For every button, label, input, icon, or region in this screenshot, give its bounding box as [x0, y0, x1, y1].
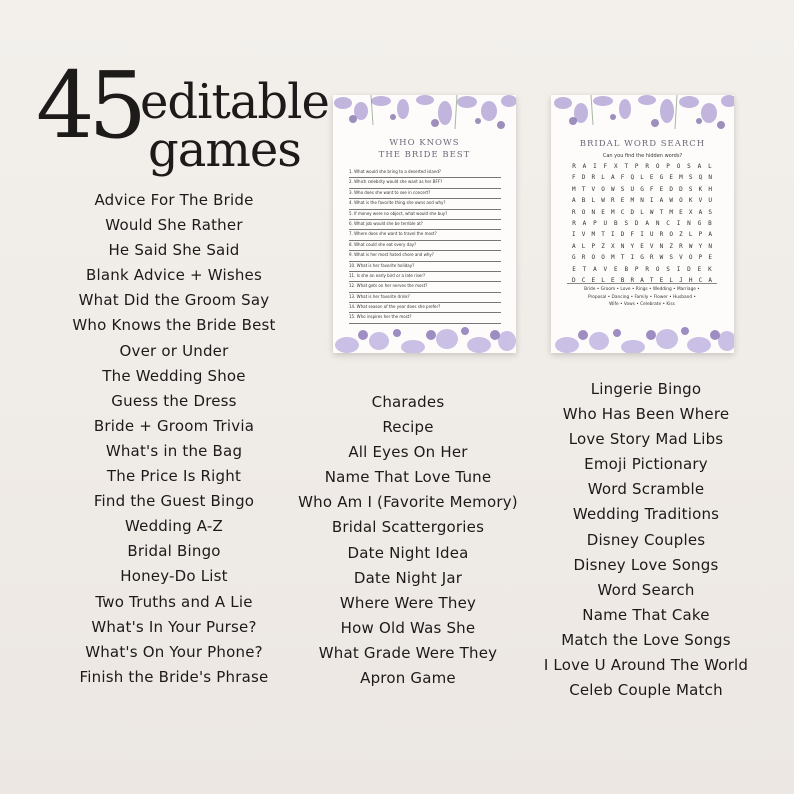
word-search-letter: B	[620, 276, 625, 284]
headline-word-games: games	[148, 122, 301, 178]
game-item: Recipe	[382, 418, 434, 437]
question-item: 6. What job would she be terrible at?	[349, 220, 501, 230]
word-search-letter: H	[688, 276, 693, 284]
word-search-letter: T	[659, 208, 664, 216]
word-search-letter: S	[620, 185, 625, 193]
word-search-letter: A	[708, 231, 712, 239]
word-search-letter: W	[669, 197, 674, 205]
question-item: 3. Who does she want to see in concert?	[349, 189, 501, 199]
word-search-letter: X	[614, 163, 618, 170]
word-search-letter: K	[708, 265, 712, 273]
word-search-letter: V	[591, 185, 596, 193]
word-search-letter: W	[649, 208, 654, 216]
floral-border-top	[551, 95, 734, 137]
headline	[36, 52, 329, 190]
word-search-letter: E	[708, 254, 712, 262]
word-search-letter: P	[634, 163, 639, 170]
word-search-letter: R	[591, 174, 596, 182]
game-item: Disney Couples	[586, 530, 706, 549]
word-search-row	[569, 254, 715, 265]
game-item: Wedding Traditions	[572, 505, 720, 524]
word-search-letter: R	[581, 254, 586, 262]
word-search-letter: E	[601, 208, 605, 216]
word-search-letter: O	[591, 254, 596, 262]
question-item: 10. What is her favorite holiday?	[349, 262, 501, 272]
word-search-letter: E	[649, 174, 654, 182]
question-list	[349, 168, 501, 324]
game-item: Lingerie Bingo	[590, 380, 702, 398]
word-search-letter: W	[610, 185, 615, 193]
word-search-row	[569, 209, 715, 220]
word-search-letter: U	[603, 219, 608, 227]
word-search-letter: I	[593, 163, 597, 170]
word-search-letter: G	[659, 174, 664, 182]
word-search-letter: I	[640, 231, 644, 239]
word-search-letter: R	[649, 254, 654, 262]
game-item: Celeb Couple Match	[569, 681, 723, 700]
word-search-letter: A	[708, 276, 712, 284]
word-search-letter: N	[708, 174, 712, 182]
game-item: Would She Rather	[105, 216, 243, 235]
word-search-letter: G	[697, 219, 702, 227]
word-search-letter: R	[679, 242, 683, 250]
word-search-letter: M	[679, 174, 683, 182]
word-search-letter: D	[581, 174, 586, 182]
word-search-letter: B	[581, 197, 586, 205]
game-item: What's In Your Purse?	[91, 617, 257, 636]
word-search-letter: S	[708, 208, 712, 216]
word-search-letter: O	[676, 163, 681, 170]
word-search-letter: P	[666, 163, 670, 170]
question-item: 15. Who inspires her the most?	[349, 313, 501, 323]
word-search-letter: D	[630, 208, 635, 216]
word-search-letter: D	[634, 219, 639, 227]
word-search-letter: O	[669, 231, 674, 239]
game-item: Bride + Groom Trivia	[93, 416, 255, 435]
word-search-letter: A	[645, 219, 649, 227]
game-item: Advice For The Bride	[94, 191, 254, 209]
word-search-letter: N	[591, 208, 596, 216]
word-search-letter: A	[698, 208, 703, 216]
word-search-letter: O	[655, 265, 660, 273]
word-search-letter: I	[630, 254, 635, 262]
word-search-letter: A	[582, 219, 587, 227]
game-item: Two Truths and A Lie	[95, 592, 253, 611]
word-search-row	[569, 163, 715, 174]
word-search-letter: F	[630, 231, 635, 239]
word-search-letter: V	[581, 231, 586, 239]
word-search-letter: T	[649, 276, 654, 284]
word-search-letter: O	[581, 208, 586, 216]
word-search-letter: D	[669, 185, 674, 193]
word-search-letter: M	[610, 254, 615, 262]
word-search-letter: M	[591, 231, 596, 239]
floral-border-bottom	[551, 305, 734, 353]
game-item: Charades	[371, 393, 445, 411]
word-search-row	[569, 266, 715, 277]
word-search-letter: C	[620, 208, 625, 216]
game-item: Word Scramble	[587, 480, 705, 499]
word-search-letter: Z	[601, 242, 605, 250]
floral-border-top	[333, 95, 516, 137]
word-search-letter: P	[593, 219, 597, 227]
word-search-letter: E	[679, 208, 683, 216]
word-search-letter: D	[679, 185, 683, 193]
card1-title	[333, 137, 516, 161]
game-item: Disney Love Songs	[573, 555, 719, 574]
card1-title-line2: THE BRIDE BEST	[378, 150, 471, 160]
word-search-letter: M	[610, 208, 615, 216]
word-search-letter: C	[581, 276, 586, 284]
game-item: Love Story Mad Libs	[568, 430, 724, 449]
word-search-row	[569, 220, 715, 231]
word-search-grid	[569, 163, 715, 288]
word-search-row	[569, 243, 715, 254]
game-item: What Grade Were They	[318, 643, 498, 662]
game-item: All Eyes On Her	[348, 443, 468, 462]
question-item: 12. What gets on her nerves the most?	[349, 282, 501, 292]
word-search-letter: R	[630, 276, 635, 284]
game-item: Date Night Jar	[353, 568, 463, 587]
word-search-letter: K	[688, 197, 693, 205]
word-bank-line: Proposal • Dancing • Family • Flower • Husband •	[588, 294, 696, 300]
question-item: 13. What is her favorite drink?	[349, 293, 501, 303]
word-search-letter: S	[669, 254, 674, 262]
word-search-letter: M	[669, 208, 674, 216]
word-search-letter: E	[640, 242, 644, 250]
word-search-letter: A	[593, 265, 597, 273]
word-search-letter: N	[640, 197, 644, 205]
question-item: 1. What would she bring to a deserted island?	[349, 168, 501, 178]
word-search-letter: M	[630, 197, 635, 205]
game-item: Wedding A-Z	[124, 517, 223, 536]
word-search-letter: R	[572, 219, 576, 227]
game-item: Finish the Bride's Phrase	[79, 667, 269, 686]
word-search-letter: N	[620, 242, 625, 250]
word-search-letter: L	[601, 276, 605, 284]
word-search-letter: M	[572, 185, 576, 193]
word-search-letter: S	[624, 219, 629, 227]
question-item: 14. What season of the year does she prefer?	[349, 303, 501, 313]
word-search-letter: A	[640, 276, 644, 284]
word-search-letter: A	[572, 197, 576, 205]
word-search-letter: C	[666, 219, 670, 227]
word-search-letter: N	[655, 219, 660, 227]
question-item: 8. What could she eat every day?	[349, 241, 501, 251]
word-search-letter: P	[698, 231, 703, 239]
game-item: Name That Cake	[582, 605, 710, 624]
word-search-letter: P	[634, 265, 639, 273]
word-search-letter: T	[624, 163, 629, 170]
game-item: Date Night Idea	[347, 543, 469, 562]
word-bank-line: Bride • Groom • Love • Rings • Wedding • Marriage •	[584, 287, 700, 292]
card2-subtitle: Can you find the hidden words?	[602, 153, 683, 159]
game-item: Word Search	[597, 580, 695, 599]
word-search-letter: O	[679, 197, 683, 205]
word-search-letter: E	[572, 265, 576, 273]
word-search-letter: R	[610, 197, 615, 205]
word-search-letter: Z	[679, 231, 683, 239]
word-search-letter: P	[591, 242, 596, 250]
question-item: 11. Is she an early bird or a late riser?	[349, 272, 501, 282]
game-item: He Said She Said	[108, 241, 240, 260]
word-search-letter: A	[582, 163, 587, 170]
preview-card-who-knows	[333, 95, 516, 353]
word-search-letter: R	[572, 208, 576, 216]
game-item: Who Has Been Where	[562, 405, 730, 424]
question-item: 2. Which celebrity would she want as her BFF?	[349, 178, 501, 188]
word-search-letter: E	[669, 174, 674, 182]
word-search-row	[569, 186, 715, 197]
word-search-letter: T	[601, 231, 605, 239]
word-search-letter: L	[688, 231, 693, 239]
word-search-letter: R	[645, 163, 649, 170]
word-search-letter: F	[603, 163, 608, 170]
game-item: Bridal Scattergories	[331, 518, 485, 537]
word-search-letter: Q	[698, 174, 703, 182]
word-search-letter: T	[581, 185, 586, 193]
headline-number: 45	[36, 52, 142, 159]
word-search-letter: G	[572, 254, 576, 262]
word-search-letter: L	[640, 208, 644, 216]
question-item: 7. Where does she want to travel the most?	[349, 230, 501, 240]
word-search-letter: U	[649, 231, 654, 239]
word-search-letter: E	[697, 265, 702, 273]
word-search-letter: W	[688, 242, 693, 250]
game-item: Bridal Bingo	[127, 542, 221, 561]
word-search-letter: H	[708, 185, 712, 193]
word-search-letter: D	[572, 276, 576, 284]
word-search-letter: D	[620, 231, 625, 239]
word-search-letter: A	[697, 163, 702, 170]
word-search-letter: I	[676, 265, 681, 273]
word-search-letter: P	[698, 254, 703, 262]
word-search-letter: R	[572, 163, 576, 170]
word-search-letter: C	[698, 276, 703, 284]
preview-card-word-search	[551, 95, 734, 353]
games-list-column-3	[500, 377, 792, 703]
game-item: Name That Love Tune	[324, 468, 492, 487]
word-search-letter: L	[601, 174, 605, 182]
word-search-letter: V	[698, 197, 703, 205]
word-search-letter: J	[679, 276, 683, 284]
word-search-letter: N	[659, 242, 664, 250]
word-search-letter: D	[687, 265, 691, 273]
word-search-letter: S	[666, 265, 670, 273]
word-search-letter: R	[659, 231, 664, 239]
word-search-letter: T	[620, 254, 625, 262]
word-search-letter: U	[630, 185, 635, 193]
word-search-letter: I	[676, 219, 681, 227]
word-search-letter: Y	[630, 242, 635, 250]
word-search-letter: O	[655, 163, 660, 170]
question-item: 9. What is her most hated chore and why?	[349, 251, 501, 261]
game-item: Emoji Pictionary	[584, 455, 708, 474]
word-search-letter: K	[698, 185, 703, 193]
word-search-letter: E	[659, 276, 664, 284]
headline-word-editable: editable	[140, 74, 329, 130]
word-search-letter: B	[614, 219, 618, 227]
word-search-letter: Z	[669, 242, 674, 250]
game-item: Find the Guest Bingo	[93, 492, 255, 511]
word-search-letter: R	[645, 265, 649, 273]
word-bank-line: Wife • Vows • Celebrate • Kiss	[609, 302, 675, 308]
question-item: 4. What is the favorite thing she owns and why?	[349, 199, 501, 209]
game-item: Who Am I (Favorite Memory)	[298, 493, 518, 512]
word-search-letter: E	[659, 185, 664, 193]
word-search-letter: A	[610, 174, 615, 182]
game-item: How Old Was She	[340, 618, 476, 637]
game-item: What Did the Groom Say	[78, 291, 270, 310]
word-search-letter: O	[601, 254, 605, 262]
question-item: 5. If money were no object, what would she buy?	[349, 210, 501, 220]
card1-title-line1: WHO KNOWS	[389, 138, 460, 148]
word-search-letter: V	[679, 254, 683, 262]
word-search-letter: I	[649, 197, 654, 205]
word-search-letter: V	[603, 265, 608, 273]
word-search-letter: T	[582, 265, 587, 273]
word-search-letter: B	[708, 219, 712, 227]
word-search-letter: U	[708, 197, 712, 205]
game-item: Match the Love Songs	[561, 630, 731, 649]
floral-border-bottom	[333, 305, 516, 353]
word-search-letter: F	[649, 185, 654, 193]
game-item: What's in the Bag	[105, 441, 243, 460]
word-search-letter: X	[610, 242, 615, 250]
word-search-letter: F	[620, 174, 625, 182]
word-search-letter: B	[624, 265, 629, 273]
word-search-letter: L	[581, 242, 586, 250]
word-search-letter: V	[649, 242, 654, 250]
word-search-letter: E	[591, 276, 596, 284]
word-search-letter: I	[610, 231, 615, 239]
word-search-row	[569, 197, 715, 208]
word-search-letter: Q	[630, 174, 635, 182]
word-search-letter: W	[601, 197, 605, 205]
game-item: Blank Advice + Wishes	[86, 266, 262, 285]
word-search-letter: G	[640, 185, 644, 193]
word-search-row	[569, 231, 715, 242]
game-item: Honey-Do List	[120, 567, 228, 586]
word-search-letter: N	[708, 242, 712, 250]
word-search-letter: L	[640, 174, 644, 182]
word-search-letter: L	[708, 163, 712, 170]
card2-title: BRIDAL WORD SEARCH	[579, 139, 706, 149]
word-search-letter: G	[640, 254, 644, 262]
word-search-letter: L	[591, 197, 596, 205]
word-search-letter: Y	[698, 242, 703, 250]
word-search-row	[569, 174, 715, 185]
word-search-letter: E	[620, 197, 625, 205]
word-search-letter: O	[688, 254, 693, 262]
word-search-letter: E	[610, 276, 615, 284]
game-item: Where Were They	[339, 593, 477, 612]
word-search-letter: F	[572, 174, 576, 182]
word-search-letter: E	[614, 265, 618, 273]
word-search-letter: S	[687, 163, 691, 170]
word-search-letter: A	[659, 197, 664, 205]
game-item: The Price Is Right	[106, 467, 242, 486]
word-search-letter: S	[688, 174, 693, 182]
word-search-letter: L	[669, 276, 674, 284]
word-search-letter: W	[659, 254, 664, 262]
word-search-letter: N	[687, 219, 691, 227]
word-search-letter: A	[572, 242, 576, 250]
game-item: Apron Game	[360, 669, 456, 688]
word-search-letter: O	[601, 185, 605, 193]
word-search-letter: X	[688, 208, 693, 216]
game-item: Over or Under	[119, 341, 229, 360]
word-search-letter: I	[572, 231, 576, 239]
game-item: Guess the Dress	[111, 391, 237, 410]
game-item: I Love U Around The World	[543, 656, 749, 675]
game-item: Who Knows the Bride Best	[72, 316, 276, 335]
game-item: What's On Your Phone?	[85, 642, 263, 661]
word-search-letter: S	[688, 185, 693, 193]
game-item: The Wedding Shoe	[102, 366, 246, 385]
